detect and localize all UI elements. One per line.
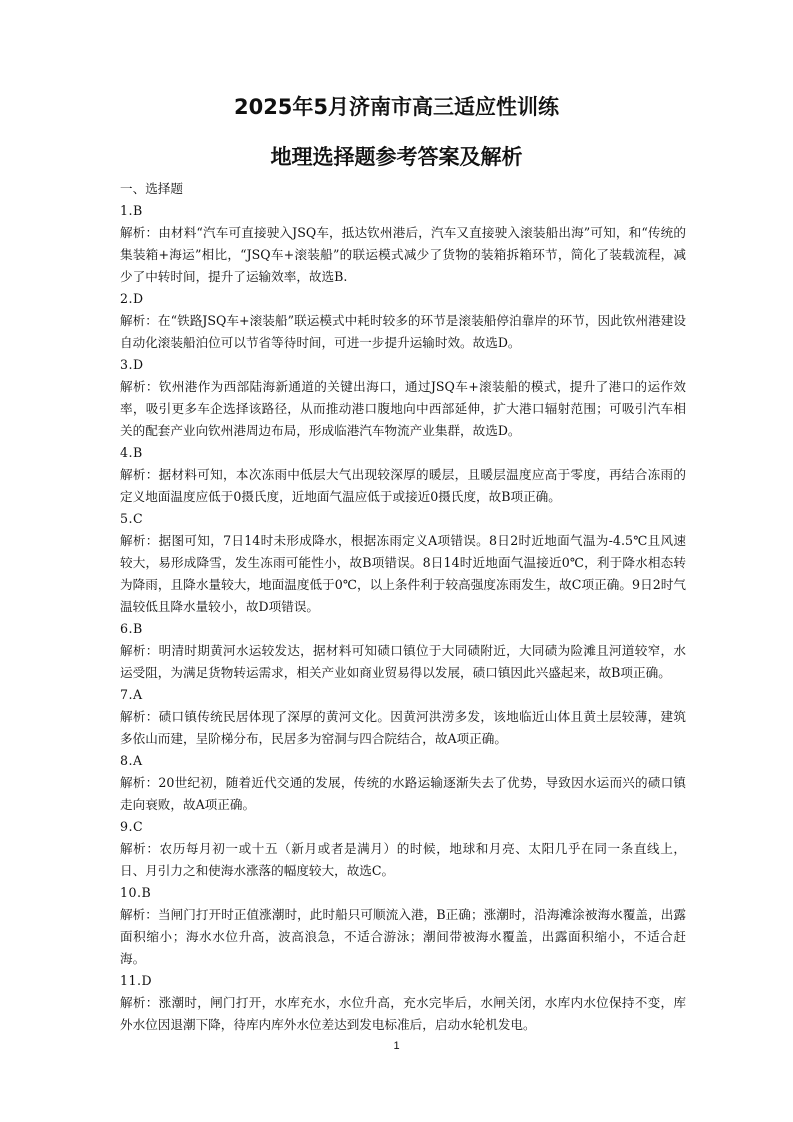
answer-explanation: 解析：涨潮时，闸门打开，水库充水，水位升高，充水完毕后，水闸关闭，水库内水位保持不变，库外水位因退潮下降，待库内库外水位差达到发电标准后，启动水轮机发电。 <box>120 995 686 1032</box>
answer-number: 6.B <box>120 621 143 636</box>
answer-explanation: 解析：明清时期黄河水运较发达，据材料可知碛口镇位于大同碛附近，大同碛为险滩且河道较窄，水运受阻，为满足货物转运需求，相关产业如商业贸易得以发展，碛口镇因此兴盛起来，故B项正确。 <box>120 643 686 680</box>
answer-explanation: 解析：据图可知，7日14时未形成降水，根据冻雨定义A项错误。8日2时近地面气温为-4.5℃且风速较大，易形成降雪，发生冻雨可能性小，故B项错误。8日14时近地面气温接近0℃，利于降水相态转为降雨，且降水量较大，地面温度低于0℃，以上条件利于较高强度冻雨发生，故C项正确。9日2时气温较低且降水量较小，故D项错误。 <box>120 533 686 614</box>
answer-number: 3.D <box>120 357 144 372</box>
answer-number: 2.D <box>120 291 144 306</box>
document-title: 2025年5月济南市高三适应性训练 <box>233 95 560 119</box>
answer-explanation: 解析：20世纪初，随着近代交通的发展，传统的水路运输逐渐失去了优势，导致因水运而兴的碛口镇走向衰败，故A项正确。 <box>120 775 686 812</box>
answer-explanation: 解析：农历每月初一或十五（新月或者是满月）的时候，地球和月亮、太阳几乎在同一条直线上，日、月引力之和使海水涨落的幅度较大，故选C。 <box>120 841 686 878</box>
answer-explanation: 解析：当闸门打开时正值涨潮时，此时船只可顺流入港，B正确；涨潮时，沿海滩涂被海水覆盖，出露面积缩小；海水水位升高，波高浪急，不适合游泳；潮间带被海水覆盖，出露面积缩小，不适合赶海。 <box>120 907 686 966</box>
answer-number: 8.A <box>120 753 143 768</box>
answer-content <box>120 178 686 1036</box>
section-heading: 一、选择题 <box>120 181 183 196</box>
answer-explanation: 解析：碛口镇传统民居体现了深厚的黄河文化。因黄河洪涝多发，该地临近山体且黄土层较薄，建筑多依山而建，呈阶梯分布，民居多为窑洞与四合院结合，故A项正确。 <box>120 709 686 746</box>
answer-number: 5.C <box>120 511 144 526</box>
answer-number: 9.C <box>120 819 144 834</box>
document-subtitle: 地理选择题参考答案及解析 <box>270 145 523 169</box>
answer-number: 10.B <box>120 885 152 900</box>
answer-number: 7.A <box>120 687 143 702</box>
answer-explanation: 解析：据材料可知，本次冻雨中低层大气出现较深厚的暖层，且暖层温度应高于零度，再结合冻雨的定义地面温度应低于0摄氏度，近地面气温应低于或接近0摄氏度，故B项正确。 <box>120 467 686 504</box>
answer-explanation: 解析：由材料“汽车可直接驶入JSQ车，抵达钦州港后，汽车又直接驶入滚装船出海”可知，和“传统的集装箱+海运”相比，“JSQ车+滚装船”的联运模式减少了货物的装箱拆箱环节，简化了装载流程，减少了中转时间，提升了运输效率，故选B. <box>120 225 686 284</box>
answer-explanation: 解析：钦州港作为西部陆海新通道的关键出海口，通过JSQ车+滚装船的模式，提升了港口的运作效率，吸引更多车企选择该路径，从而推动港口腹地向中西部延伸，扩大港口辐射范围；可吸引汽车相关的配套产业向钦州港周边布局，形成临港汽车物流产业集群，故选D。 <box>120 379 686 438</box>
answer-number: 4.B <box>120 445 143 460</box>
answer-explanation: 解析：在“铁路JSQ车+滚装船”联运模式中耗时较多的环节是滚装船停泊靠岸的环节，因此钦州港建设自动化滚装船泊位可以节省等待时间，可进一步提升运输时效。故选D。 <box>120 313 686 350</box>
page-number: 1 <box>393 1040 400 1052</box>
answer-number: 11.D <box>120 973 153 988</box>
answer-number: 1.B <box>120 203 143 218</box>
